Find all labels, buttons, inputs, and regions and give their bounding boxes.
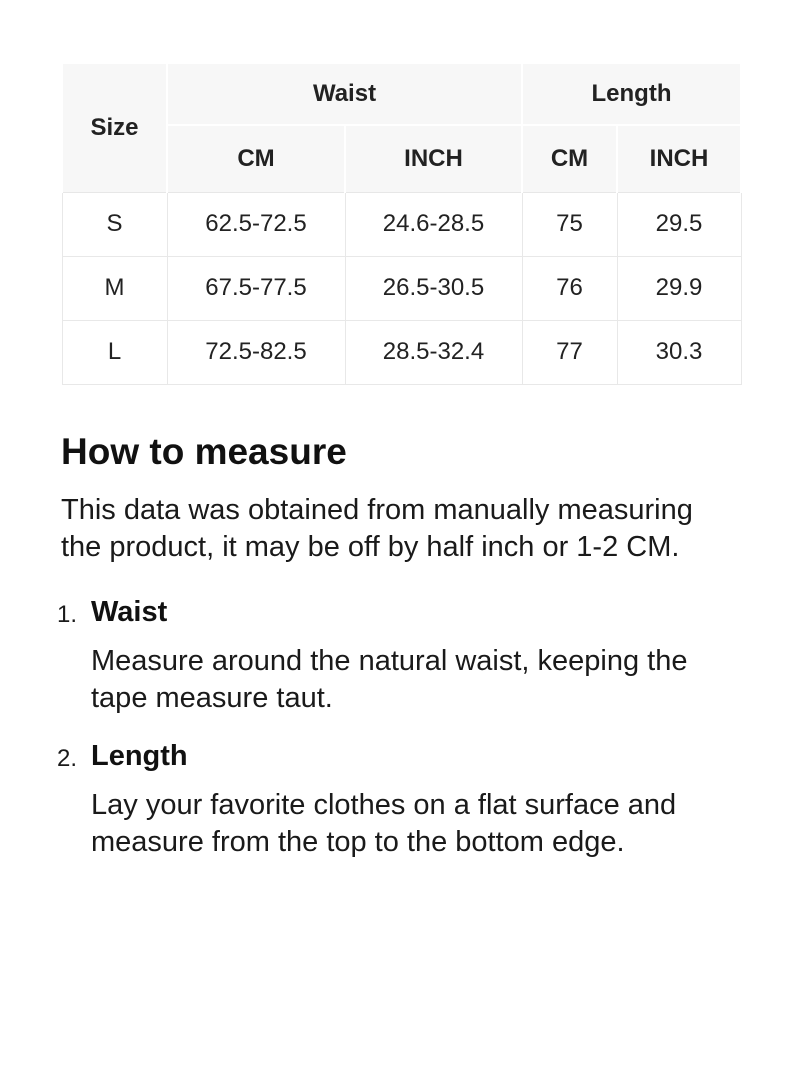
size-cell: L bbox=[62, 320, 167, 384]
waist-inch-cell: 28.5-32.4 bbox=[345, 320, 522, 384]
step-number: 1. bbox=[57, 600, 78, 628]
size-cell: S bbox=[62, 192, 167, 256]
length-cm-cell: 75 bbox=[522, 192, 617, 256]
header-cell-length: Length bbox=[522, 63, 741, 125]
waist-inch-cell: 24.6-28.5 bbox=[345, 192, 522, 256]
length-inch-cell: 29.9 bbox=[617, 256, 741, 320]
header-cell-waist-cm: CM bbox=[167, 125, 345, 192]
length-inch-cell: 29.5 bbox=[617, 192, 741, 256]
length-cm-cell: 76 bbox=[522, 256, 617, 320]
table-row-m bbox=[62, 256, 741, 320]
waist-cm-cell: 62.5-72.5 bbox=[167, 192, 345, 256]
step-number: 2. bbox=[57, 744, 78, 772]
table-row-s bbox=[62, 192, 741, 256]
step-title: Waist bbox=[91, 595, 168, 628]
table-row-l bbox=[62, 320, 741, 384]
how-to-measure-section bbox=[57, 430, 741, 861]
length-inch-cell: 30.3 bbox=[617, 320, 741, 384]
size-cell: M bbox=[62, 256, 167, 320]
length-cm-cell: 77 bbox=[522, 320, 617, 384]
header-cell-length-inch: INCH bbox=[617, 125, 741, 192]
step-title: Length bbox=[91, 739, 188, 772]
header-cell-waist-inch: INCH bbox=[345, 125, 522, 192]
step-description: Measure around the natural waist, keeping the tape measure taut. bbox=[91, 644, 688, 714]
step-description: Lay your favorite clothes on a flat surface and measure from the top to the bottom edge. bbox=[91, 788, 677, 858]
measure-step-length bbox=[57, 738, 741, 861]
header-cell-length-cm: CM bbox=[522, 125, 617, 192]
waist-cm-cell: 67.5-77.5 bbox=[167, 256, 345, 320]
size-chart-table bbox=[61, 62, 742, 385]
how-to-measure-heading: How to measure bbox=[61, 430, 347, 472]
measure-step-waist bbox=[57, 594, 741, 717]
waist-inch-cell: 26.5-30.5 bbox=[345, 256, 522, 320]
waist-cm-cell: 72.5-82.5 bbox=[167, 320, 345, 384]
header-cell-waist: Waist bbox=[167, 63, 522, 125]
measure-steps-list bbox=[57, 594, 741, 861]
measure-intro-text: This data was obtained from manually measuring the product, it may be off by half inch or 1-2 CM. bbox=[61, 493, 693, 563]
header-cell-size: Size bbox=[62, 63, 167, 192]
